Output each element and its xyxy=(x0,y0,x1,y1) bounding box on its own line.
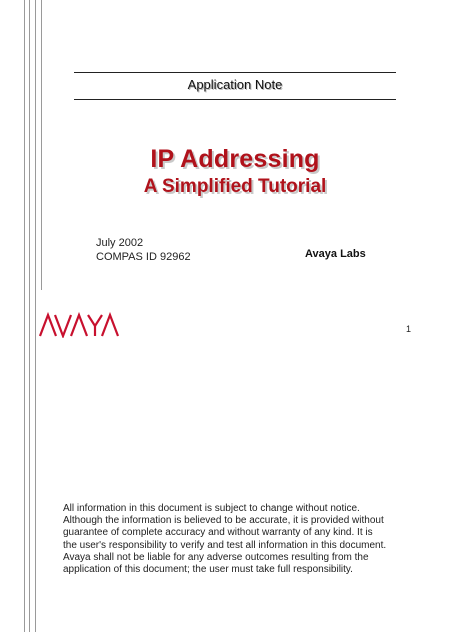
document-subtitle: A Simplified Tutorial xyxy=(143,176,327,197)
disclaimer-line: Although the information is believed to be accurate, it is provided without xyxy=(63,515,384,527)
side-line xyxy=(35,0,36,632)
disclaimer-line: the user's responsibility to verify and test all information in this document. xyxy=(63,539,387,551)
organization-name: Avaya Labs xyxy=(305,248,366,260)
side-line xyxy=(29,0,30,632)
disclaimer-line: application of this document; the user must take full responsibility. xyxy=(63,564,353,576)
disclaimer xyxy=(63,503,423,576)
compas-id: COMPAS ID 92962 xyxy=(96,251,191,263)
document-title: IP Addressing xyxy=(150,145,320,173)
disclaimer-line: Avaya shall not be liable for any adverse outcomes resulting from the xyxy=(63,551,369,563)
side-line xyxy=(41,0,42,290)
avaya-logo xyxy=(38,312,122,338)
side-line xyxy=(24,0,25,632)
disclaimer-line: All information in this document is subject to change without notice. xyxy=(63,503,360,514)
header-rule-top xyxy=(74,72,396,73)
disclaimer-line: guarantee of complete accuracy and without warranty of any kind. It is xyxy=(63,527,373,539)
document-date: July 2002 xyxy=(96,237,144,249)
page-number: 1 xyxy=(406,324,412,334)
header-rule-bottom xyxy=(74,99,396,100)
document-meta xyxy=(96,236,191,264)
application-note-label: Application Note xyxy=(187,77,283,92)
